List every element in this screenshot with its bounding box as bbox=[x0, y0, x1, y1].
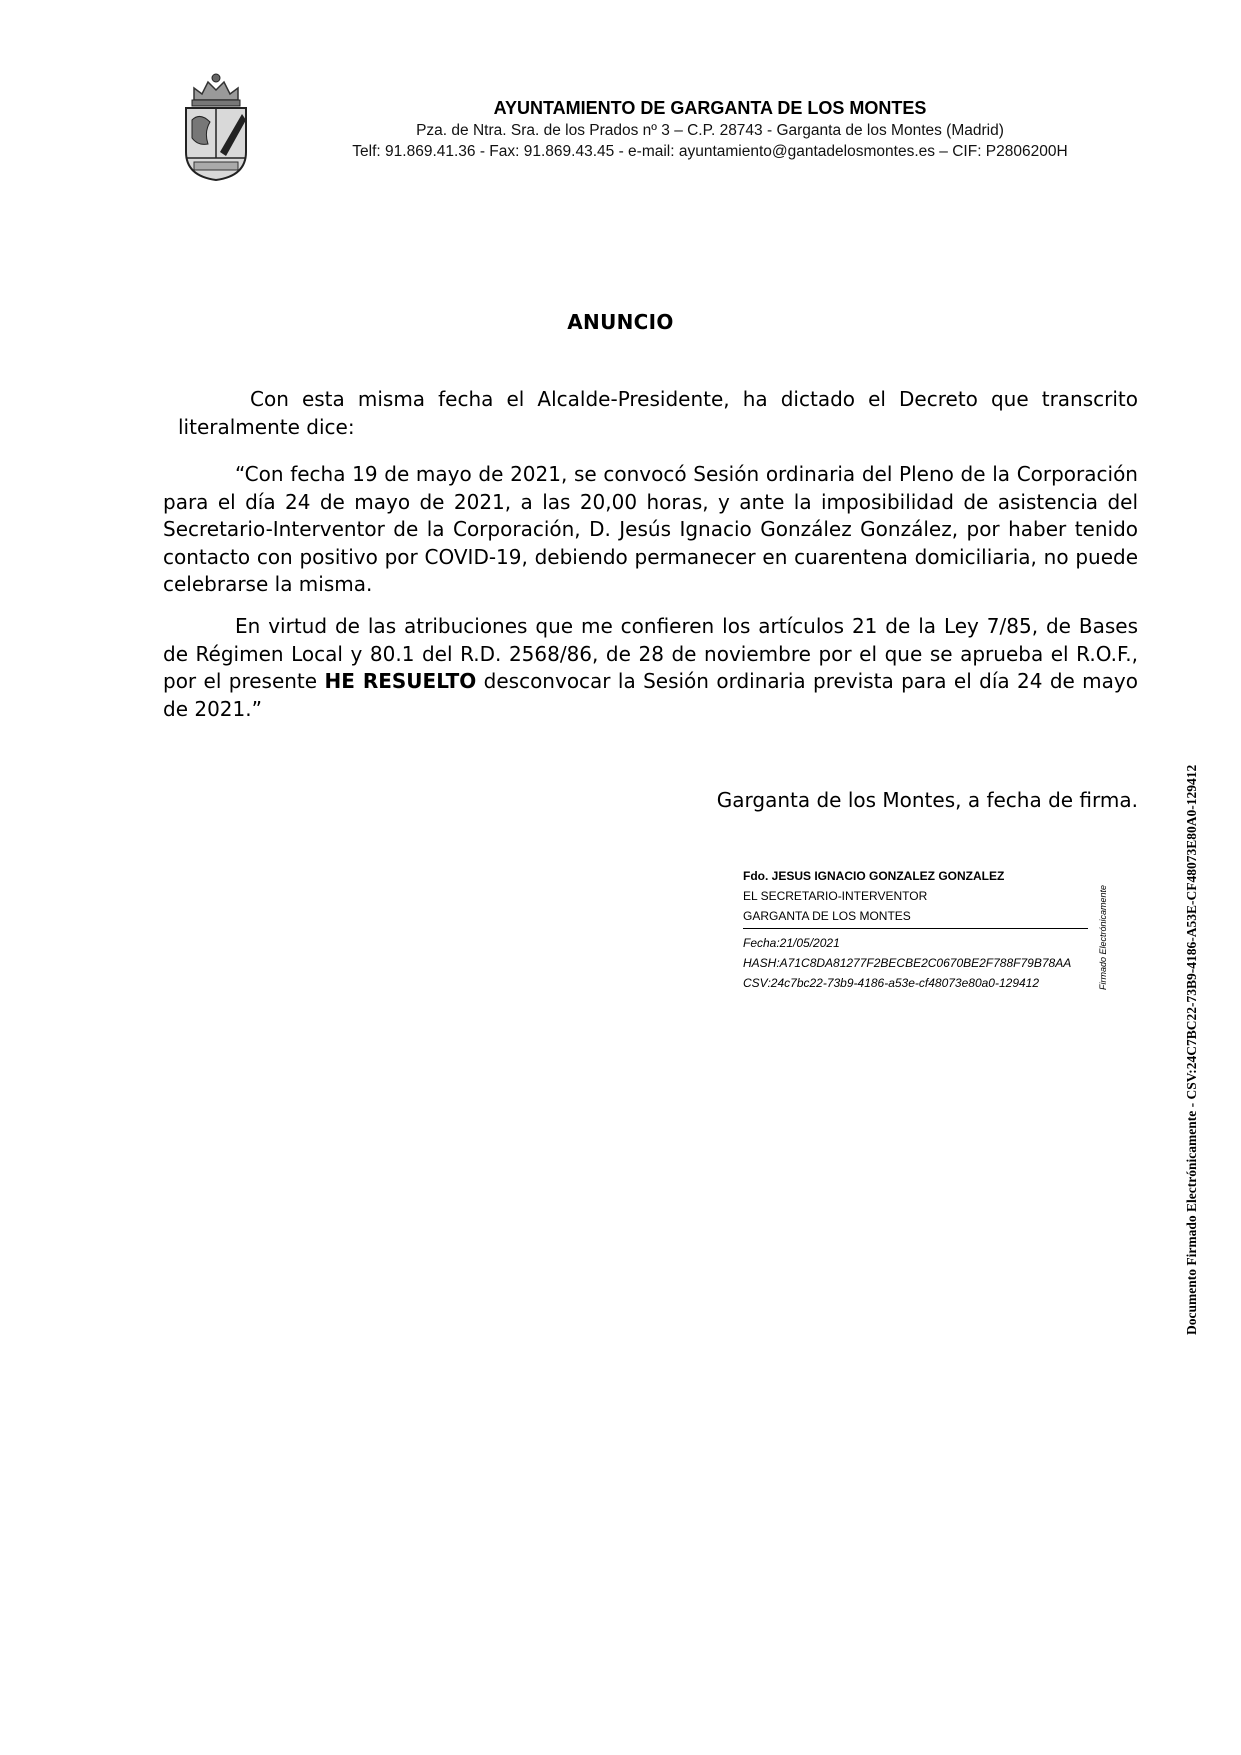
signature-block bbox=[743, 866, 1088, 993]
side-csv-stamp: Documento Firmado Electrónicamente - CSV:24C7BC22-73B9-4186-A53E-CF48073E80A0-129412 bbox=[1184, 764, 1199, 1335]
signature-date: Fecha:21/05/2021 bbox=[743, 936, 840, 950]
paragraph-decree bbox=[163, 461, 1138, 599]
resolution-text-after: desconvocar la Sesión ordinaria prevista para el día 24 de mayo de 2021.” bbox=[163, 669, 1138, 721]
signed-electronically-label: Firmado Electrónicamente bbox=[1098, 884, 1108, 990]
paragraph-intro-text: Con esta misma fecha el Alcalde-Presidente, ha dictado el Decreto que transcrito literalmente dice: bbox=[178, 387, 1138, 439]
signer-name: Fdo. JESUS IGNACIO GONZALEZ GONZALEZ bbox=[743, 869, 1005, 883]
signature-hash: HASH:A71C8DA81277F2BECBE2C0670BE2F788F79B78AA bbox=[743, 956, 1072, 970]
resolution-bold-text: HE RESUELTO bbox=[324, 669, 477, 693]
signature-divider bbox=[743, 928, 1088, 929]
signature-csv: CSV:24c7bc22-73b9-4186-a53e-cf48073e80a0-129412 bbox=[743, 976, 1040, 990]
paragraph-resolution-text bbox=[163, 613, 1138, 723]
municipal-coat-of-arms-icon bbox=[180, 72, 252, 182]
paragraph-resolution bbox=[163, 613, 1138, 723]
signer-role: EL SECRETARIO-INTERVENTOR bbox=[743, 889, 928, 903]
paragraph-intro bbox=[178, 386, 1138, 441]
document-title: ANUNCIO bbox=[567, 310, 674, 334]
letterhead bbox=[280, 96, 1140, 162]
organization-contact: Telf: 91.869.41.36 - Fax: 91.869.43.45 - e-mail: ayuntamiento@gantadelosmontes.es – CIF: P2806200H bbox=[352, 143, 1068, 160]
organization-address: Pza. de Ntra. Sra. de los Prados nº 3 – C.P. 28743 - Garganta de los Montes (Madrid) bbox=[416, 122, 1004, 139]
paragraph-decree-text: “Con fecha 19 de mayo de 2021, se convocó Sesión ordinaria del Pleno de la Corporación para el día 24 de mayo de 2021, a las 20,00 horas, y ante la imposibilidad de asistencia del Secretario-Interventor de la Corporación, D. Jesús Ignacio González González, por haber tenido contacto con positivo por COVID-19, debiendo permanecer en cuarentena domiciliaria, no puede celebrarse la misma. bbox=[163, 462, 1138, 596]
signer-entity: GARGANTA DE LOS MONTES bbox=[743, 909, 911, 923]
closing-line: Garganta de los Montes, a fecha de firma. bbox=[716, 788, 1138, 812]
resolution-text-before: En virtud de las atribuciones que me confieren los artículos 21 de la Ley 7/85, de Bases de Régimen Local y 80.1 del R.D. 2568/86, de 28 de noviembre por el que se aprueba el R.O.F., por el presente bbox=[163, 614, 1138, 693]
organization-name: AYUNTAMIENTO DE GARGANTA DE LOS MONTES bbox=[493, 98, 927, 118]
